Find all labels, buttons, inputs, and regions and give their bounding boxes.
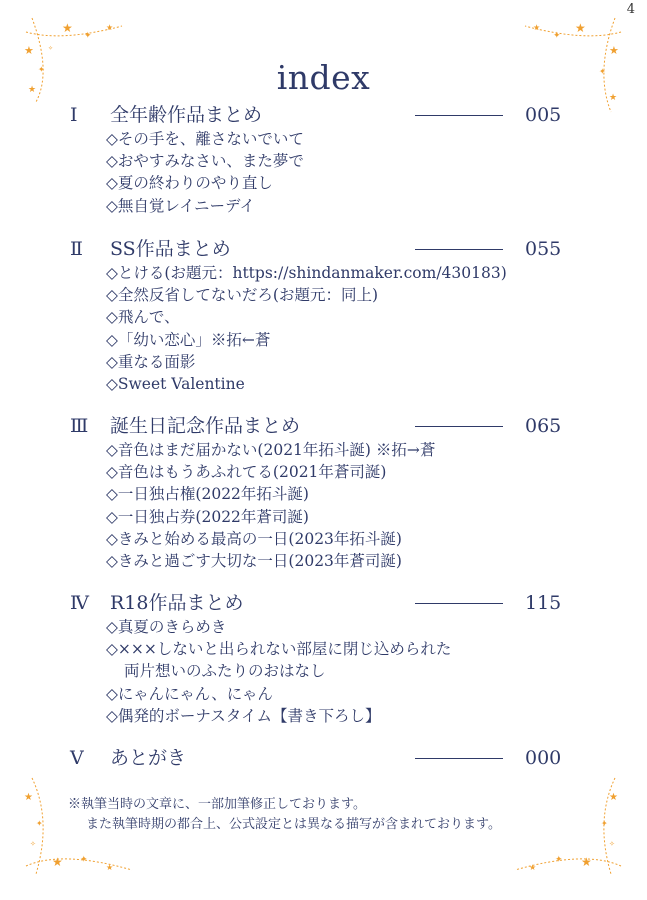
svg-text:✧: ✧ bbox=[30, 840, 36, 848]
list-item: ◇Sweet Valentine bbox=[106, 375, 245, 394]
section-page-number: 055 bbox=[525, 238, 562, 260]
list-item: ◇音色はもうあふれてる(2021年蒼司誕) bbox=[106, 463, 387, 482]
svg-text:✦: ✦ bbox=[36, 819, 43, 828]
list-item-continuation: 両片想いのふたりのおはなし bbox=[124, 662, 326, 681]
section-numeral: Ⅲ bbox=[70, 415, 89, 437]
section-numeral: Ⅱ bbox=[70, 238, 83, 260]
toc-section-3 bbox=[70, 413, 590, 572]
toc-section-heading[interactable] bbox=[70, 745, 590, 771]
svg-text:★: ★ bbox=[581, 855, 592, 869]
list-item: ◇音色はまだ届かない(2021年拓斗誕) ※拓→蒼 bbox=[106, 441, 436, 459]
svg-text:★: ★ bbox=[106, 23, 114, 32]
list-item: ◇無自覚レイニーデイ bbox=[106, 196, 255, 215]
list-item: ◇一日独占権(2022年拓斗誕) bbox=[106, 485, 309, 504]
toc-section-heading[interactable] bbox=[70, 590, 590, 616]
list-item: ◇きみと始める最高の一日(2023年拓斗誕) bbox=[106, 529, 402, 548]
list-item: ◇その手を、離さないでいて bbox=[106, 130, 304, 148]
section-title: SS作品まとめ bbox=[110, 238, 231, 260]
section-numeral: Ⅳ bbox=[70, 592, 89, 614]
list-item: ◇にゃんにゃん、にゃん bbox=[106, 684, 273, 703]
svg-text:✧: ✧ bbox=[48, 45, 54, 52]
svg-text:✦: ✦ bbox=[84, 31, 92, 41]
list-item: ◇とける(お題元：https://shindanmaker.com/430183) bbox=[106, 264, 507, 282]
section-numeral: Ⅴ bbox=[70, 747, 84, 769]
list-item: ◇飛んで、 bbox=[106, 308, 180, 327]
section-numeral: Ⅰ bbox=[70, 104, 78, 126]
section-title: 全年齢作品まとめ bbox=[110, 104, 263, 126]
svg-text:✦: ✦ bbox=[555, 855, 563, 865]
section-title: あとがき bbox=[110, 747, 187, 769]
leader-line bbox=[415, 603, 503, 604]
svg-text:★: ★ bbox=[609, 44, 619, 57]
list-item: ◇「幼い恋心」※拓←蒼 bbox=[106, 330, 271, 349]
toc-section-5 bbox=[70, 745, 590, 771]
svg-text:★: ★ bbox=[106, 863, 114, 872]
svg-text:✦: ✦ bbox=[38, 65, 45, 74]
svg-text:✦: ✦ bbox=[599, 67, 606, 76]
section-page-number: 000 bbox=[525, 747, 562, 769]
star-garland-bottom-right-icon bbox=[505, 770, 625, 880]
svg-text:★: ★ bbox=[62, 21, 73, 35]
toc-section-2 bbox=[70, 236, 590, 395]
svg-text:★: ★ bbox=[609, 93, 618, 103]
svg-text:★: ★ bbox=[529, 863, 537, 872]
leader-line bbox=[415, 426, 503, 427]
section-page-number: 005 bbox=[525, 104, 562, 126]
list-item: ◇全然反省してないだろ(お題元：同上) bbox=[106, 286, 379, 305]
page-number: 4 bbox=[626, 2, 635, 17]
svg-text:✧: ✧ bbox=[609, 840, 615, 848]
list-item: ◇おやすみなさい、また夢で bbox=[106, 152, 304, 171]
section-page-number: 065 bbox=[525, 415, 562, 437]
list-item: ◇偶発的ボーナスタイム【書き下ろし】 bbox=[106, 706, 381, 725]
svg-text:✦: ✦ bbox=[553, 31, 561, 41]
leader-line bbox=[415, 249, 503, 250]
svg-text:★: ★ bbox=[533, 23, 541, 32]
svg-text:★: ★ bbox=[24, 792, 33, 803]
svg-text:★: ★ bbox=[52, 855, 63, 869]
toc-section-heading[interactable] bbox=[70, 236, 590, 262]
list-item: ◇夏の終わりのやり直し bbox=[106, 174, 273, 193]
svg-text:★: ★ bbox=[28, 85, 37, 95]
svg-text:★: ★ bbox=[609, 792, 618, 803]
toc-section-heading[interactable] bbox=[70, 413, 590, 439]
leader-line bbox=[415, 115, 503, 116]
svg-text:✦: ✦ bbox=[601, 819, 608, 828]
toc-section-heading[interactable] bbox=[70, 102, 590, 128]
toc-section-4 bbox=[70, 590, 590, 727]
page-title: index bbox=[276, 58, 371, 97]
list-item: ◇真夏のきらめき bbox=[106, 618, 227, 636]
svg-text:★: ★ bbox=[24, 44, 34, 57]
list-item: ◇一日独占券(2022年蒼司誕) bbox=[106, 507, 309, 526]
leader-line bbox=[415, 758, 503, 759]
footnote-line: また執筆時期の都合上、公式設定とは異なる描写が含まれております。 bbox=[86, 817, 501, 832]
section-title: 誕生日記念作品まとめ bbox=[110, 415, 301, 437]
footnote-line: ※執筆当時の文章に、一部加筆修正しております。 bbox=[68, 797, 366, 812]
section-page-number: 115 bbox=[525, 592, 562, 614]
toc-section-1 bbox=[70, 102, 590, 217]
svg-text:✦: ✦ bbox=[80, 855, 88, 865]
list-item: ◇きみと過ごす大切な一日(2023年蒼司誕) bbox=[106, 552, 402, 571]
list-item: ◇×××しないと出られない部屋に閉じ込められた bbox=[106, 640, 452, 659]
list-item: ◇重なる面影 bbox=[106, 352, 196, 371]
svg-text:★: ★ bbox=[575, 21, 586, 35]
section-title: R18作品まとめ bbox=[110, 592, 244, 614]
footnote bbox=[68, 795, 501, 835]
